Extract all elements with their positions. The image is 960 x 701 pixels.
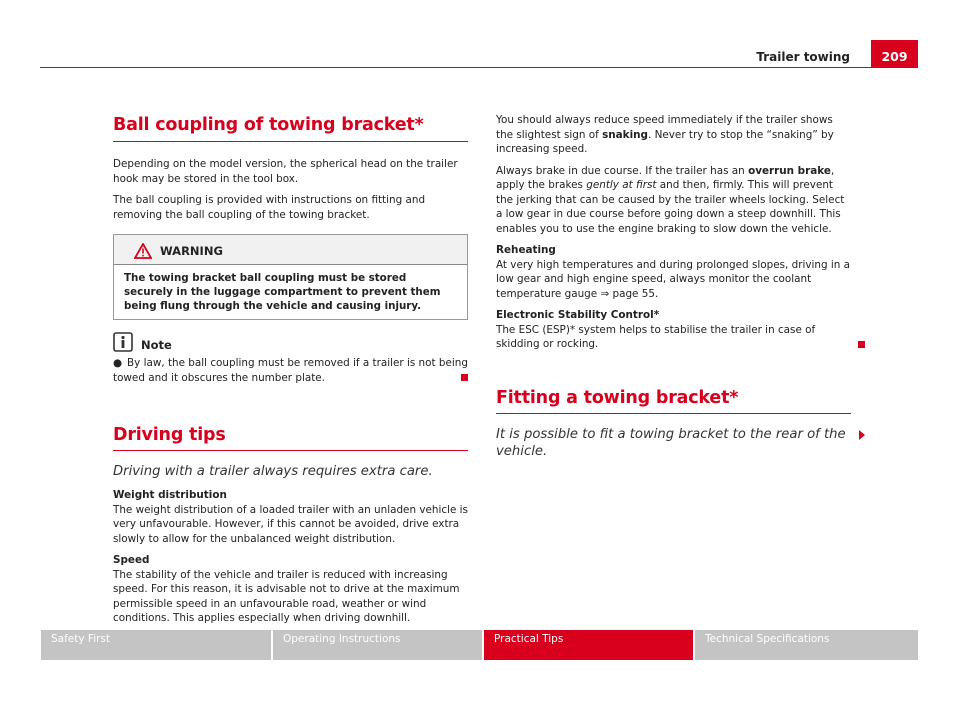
reheating-text: At very high temperatures and during prolonged slopes, driving in a low gear and high engine speed, always monitor the coolant temperature gauge [496,258,851,300]
left-column [113,115,468,633]
note-bullet-text: By law, the ball coupling must be removed if a trailer is not being towed and it obscures the number plate. [113,357,468,384]
driving-tips-title: Driving tips [113,425,468,451]
warning-triangle-icon [134,243,152,259]
header-rule [40,67,918,68]
continue-arrow-icon [859,430,865,440]
warning-text: The towing bracket ball coupling must be stored securely in the luggage compartment to prevent them being flung through the vehicle and causing injury. [114,264,467,319]
esc-paragraph [496,323,851,352]
footer-tab-label: Practical Tips [494,633,564,645]
weight-text: The weight distribution of a loaded trailer with an unladen vehicle is very unfavourable. However, if this cannot be avoided, drive extra slowly to allow for the unbalanced weight distribution. [113,503,468,545]
note-block [113,332,468,385]
footer-tab-technical-specifications[interactable] [695,630,918,660]
reheating-heading: Reheating [496,244,556,256]
snaking-text-1: You should always reduce speed immediately if the trailer shows the slightest sign of [496,114,833,141]
speed-text: The stability of the vehicle and trailer is reduced with increasing speed. For this reason, it is advisable not to drive at the maximum permissible speed in an unfavourable road, weather or wind conditions. This applies especially when driving downhill. [113,568,460,624]
header [40,40,918,68]
page-reference-link[interactable]: ⇒ page 55. [600,287,659,300]
brake-text-2: , apply the brakes [496,164,835,191]
snaking-paragraph [496,113,851,157]
snaking-bold: snaking [602,128,648,141]
ball-coupling-p2: The ball coupling is provided with instructions on fitting and removing the ball coupling of the towing bracket. [113,194,426,221]
brake-paragraph [496,164,851,237]
running-title: Trailer towing [756,50,850,64]
page-number: 209 [871,40,918,68]
brake-text-1: Always brake in due course. If the trailer has an [496,164,749,177]
brake-text-3: and then, firmly. This will prevent the jerking that can be caused by the trailer wheels locking. Select a low gear in due course before going down a steep downhill. This enables you to use the engine braking to slow down the vehicle. [496,179,845,235]
note-bullet [113,356,468,385]
note-label: Note [141,338,172,352]
footer-tab-operating-instructions[interactable] [273,630,482,660]
fitting-title: Fitting a towing bracket* [496,388,851,414]
bullet-icon: ● [113,357,123,369]
esc-heading: Electronic Stability Control* [496,309,660,321]
note-info-icon [113,332,133,352]
footer-tab-label: Safety First [51,633,111,645]
brake-bold: overrun brake [748,164,831,177]
footer-tab-safety-first[interactable] [41,630,271,660]
section-end-icon [858,341,865,348]
section-end-icon [461,374,468,381]
reheating-paragraph [496,258,851,302]
fitting-lead-text: It is possible to fit a towing bracket to the rear of the vehicle. [496,426,846,459]
fitting-lead [496,426,851,460]
warning-label: WARNING [160,244,223,258]
snaking-text-2: . Never try to stop the “snaking” by increasing speed. [496,128,834,155]
footer-tab-label: Technical Specifications [705,633,830,645]
right-column [496,113,851,468]
footer-tab-practical-tips[interactable] [484,630,693,660]
ball-coupling-p1: Depending on the model version, the spherical head on the trailer hook may be stored in the tool box. [113,158,458,185]
weight-heading: Weight distribution [113,489,227,501]
speed-heading: Speed [113,554,150,566]
driving-tips-lead: Driving with a trailer always requires extra care. [113,464,433,479]
warning-header [114,235,467,264]
ball-coupling-title: Ball coupling of towing bracket* [113,115,468,142]
esc-text: The ESC (ESP)* system helps to stabilise the trailer in case of skidding or rocking. [496,323,816,350]
warning-box [113,234,468,320]
brake-italic: gently at first [586,179,657,191]
footer-tab-label: Operating Instructions [283,633,401,645]
